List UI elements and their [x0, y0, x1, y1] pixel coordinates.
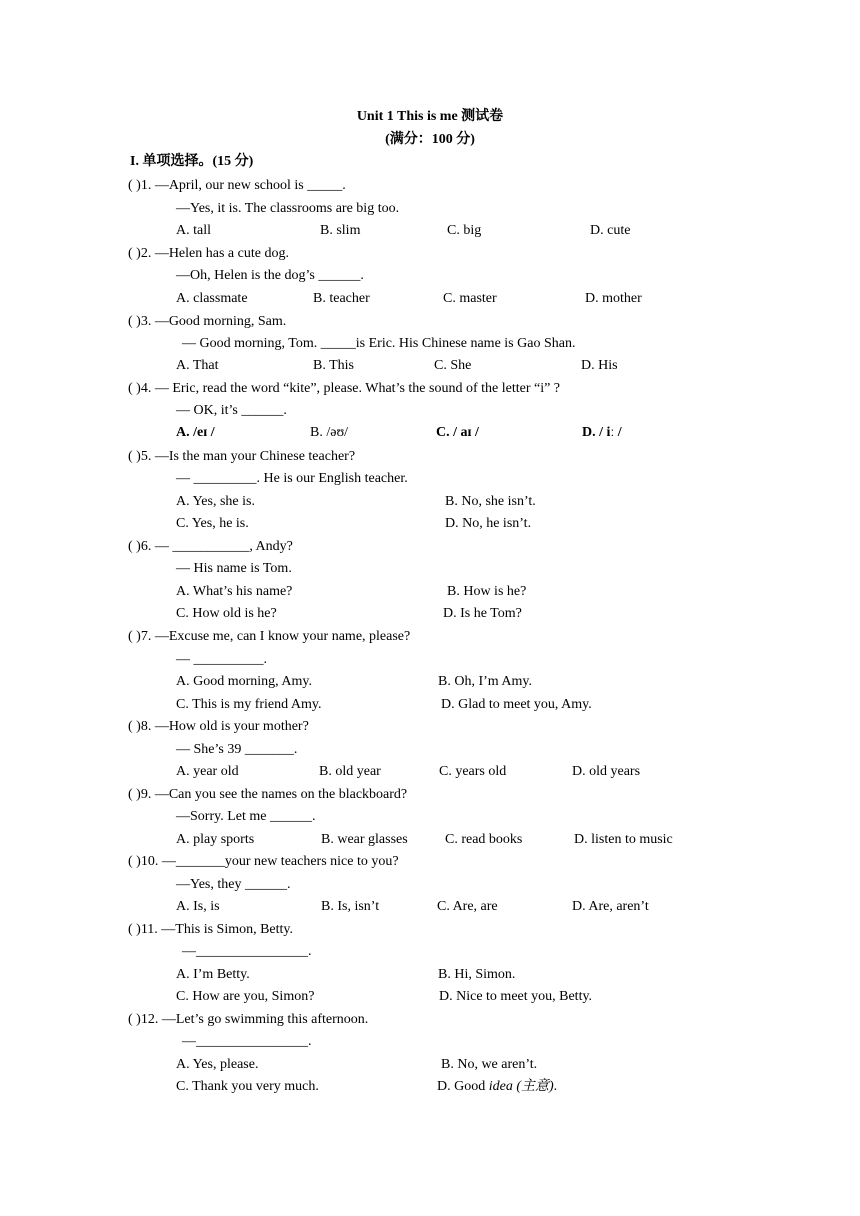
- score-note: (满分：100 分): [385, 132, 475, 147]
- question-8-option-d: D. old years: [572, 764, 641, 779]
- question-12-line2: —________________.: [182, 1034, 312, 1049]
- question-4-stem: ( )4. — Eric, read the word “kite”, please. What’s the sound of the letter “i” ?: [128, 381, 561, 396]
- question-3-option-c: C. She: [434, 358, 472, 373]
- question-8-stem: ( )8. —How old is your mother?: [128, 719, 309, 734]
- question-10-option-c: C. Are, are: [437, 899, 498, 914]
- question-7-option-b: B. Oh, I’m Amy.: [438, 674, 532, 689]
- question-7-option-c: C. This is my friend Amy.: [176, 697, 322, 712]
- question-5-option-c: C. Yes, he is.: [176, 516, 249, 531]
- question-2-stem: ( )2. —Helen has a cute dog.: [128, 246, 289, 261]
- question-7-option-d: D. Glad to meet you, Amy.: [441, 697, 592, 712]
- question-12-option-a: A. Yes, please.: [176, 1057, 259, 1072]
- question-5-option-a: A. Yes, she is.: [176, 494, 255, 509]
- question-12-option-d: [437, 1078, 557, 1096]
- question-11-line2: —________________.: [182, 944, 312, 959]
- question-2-option-b: B. teacher: [313, 291, 370, 306]
- question-11-option-b: B. Hi, Simon.: [438, 967, 516, 982]
- question-11-option-d: D. Nice to meet you, Betty.: [439, 989, 593, 1004]
- question-10-option-b: B. Is, isn’t: [321, 899, 380, 914]
- question-12-option-d-italic: idea (主意): [488, 1079, 554, 1094]
- question-8-option-c: C. years old: [439, 764, 507, 779]
- question-6-option-a: A. What’s his name?: [176, 584, 293, 599]
- question-1-option-c: C. big: [447, 223, 482, 238]
- question-6-option-b: B. How is he?: [447, 584, 527, 599]
- question-9-option-b: B. wear glasses: [321, 832, 408, 847]
- question-12-option-b: B. No, we aren’t.: [441, 1057, 538, 1072]
- question-5-stem: ( )5. —Is the man your Chinese teacher?: [128, 449, 356, 464]
- question-2-option-a: A. classmate: [176, 291, 248, 306]
- question-6-line2: — His name is Tom.: [176, 561, 292, 576]
- question-6-option-c: C. How old is he?: [176, 606, 277, 621]
- question-7-line2: — __________.: [176, 652, 267, 667]
- question-12-option-d-text: D. Good: [437, 1079, 489, 1094]
- question-8-option-b: B. old year: [319, 764, 381, 779]
- question-10-stem: ( )10. —_______your new teachers nice to you?: [128, 854, 399, 869]
- question-2-option-d: D. mother: [585, 291, 642, 306]
- question-12-option-c: C. Thank you very much.: [176, 1079, 319, 1094]
- question-1-line2: —Yes, it is. The classrooms are big too.: [176, 201, 400, 216]
- question-1-option-a: A. tall: [176, 223, 211, 238]
- question-6-option-d: D. Is he Tom?: [443, 606, 522, 621]
- question-9-option-c: C. read books: [445, 832, 523, 847]
- question-12-stem: ( )12. —Let’s go swimming this afternoon.: [128, 1012, 369, 1027]
- question-5-option-d: D. No, he isn’t.: [445, 516, 532, 531]
- question-4-option-c: C. / aɪ /: [436, 425, 479, 440]
- question-6-stem: ( )6. — ___________, Andy?: [128, 539, 293, 554]
- question-2-option-c: C. master: [443, 291, 497, 306]
- question-10-option-a: A. Is, is: [176, 899, 220, 914]
- question-5-option-b: B. No, she isn’t.: [445, 494, 536, 509]
- page-title: Unit 1 This is me 测试卷: [356, 109, 504, 124]
- question-9-option-a: A. play sports: [176, 832, 255, 847]
- question-3-line2: — Good morning, Tom. _____is Eric. His Chinese name is Gao Shan.: [182, 336, 576, 351]
- question-10-option-d: D. Are, aren’t: [572, 899, 649, 914]
- question-4-line2: — OK, it’s ______.: [176, 403, 287, 418]
- question-5-line2: — _________. He is our English teacher.: [176, 471, 408, 486]
- question-8-option-a: A. year old: [176, 764, 239, 779]
- question-9-option-d: D. listen to music: [574, 832, 673, 847]
- question-11-option-c: C. How are you, Simon?: [176, 989, 315, 1004]
- question-1-option-d: D. cute: [590, 223, 631, 238]
- question-7-stem: ( )7. —Excuse me, can I know your name, please?: [128, 629, 411, 644]
- question-1-stem: ( )1. —April, our new school is _____.: [128, 178, 346, 193]
- question-4-option-b: B. /əʊ/: [310, 425, 349, 440]
- question-4-option-d: D. / iː /: [582, 425, 622, 440]
- question-3-stem: ( )3. —Good morning, Sam.: [128, 314, 287, 329]
- question-3-option-d: D. His: [581, 358, 618, 373]
- question-2-line2: —Oh, Helen is the dog’s ______.: [176, 268, 364, 283]
- question-1-option-b: B. slim: [320, 223, 361, 238]
- question-3-option-b: B. This: [313, 358, 354, 373]
- question-10-line2: —Yes, they ______.: [176, 877, 291, 892]
- question-4-option-a: A. /eɪ /: [176, 425, 215, 440]
- question-9-line2: —Sorry. Let me ______.: [176, 809, 316, 824]
- question-12-option-d-end: .: [553, 1079, 558, 1094]
- question-11-option-a: A. I’m Betty.: [176, 967, 250, 982]
- question-7-option-a: A. Good morning, Amy.: [176, 674, 312, 689]
- question-9-stem: ( )9. —Can you see the names on the blackboard?: [128, 787, 408, 802]
- question-11-stem: ( )11. —This is Simon, Betty.: [128, 922, 294, 937]
- question-8-line2: — She’s 39 _______.: [176, 742, 298, 757]
- question-3-option-a: A. That: [176, 358, 219, 373]
- section-heading: I. 单项选择。(15 分): [130, 154, 254, 169]
